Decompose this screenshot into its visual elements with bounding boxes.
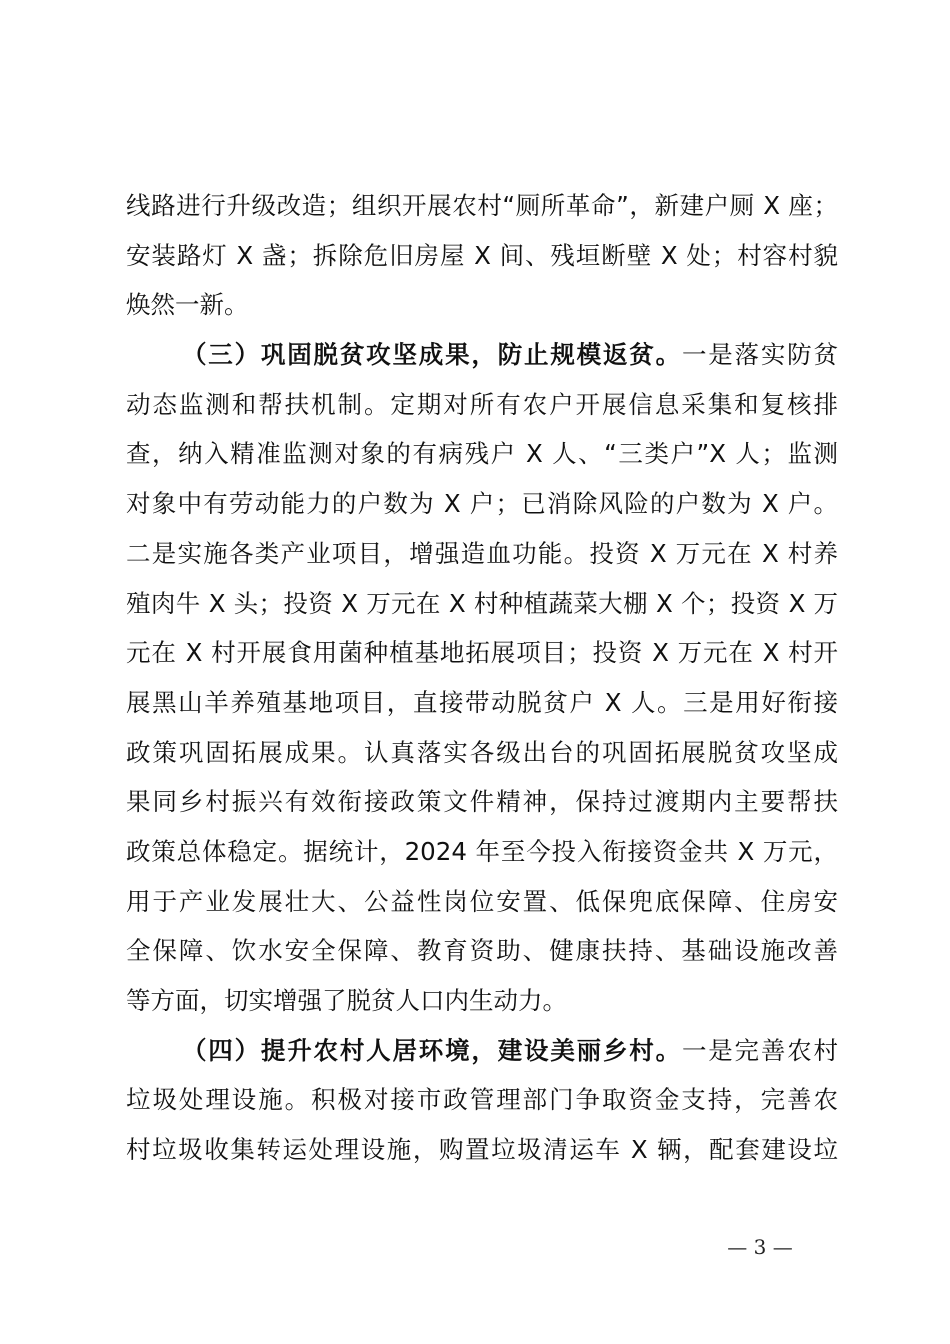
paragraph-2 (126, 330, 838, 1026)
text-line: 政策巩固拓展成果。认真落实各级出台的巩固拓展脱贫攻坚成 (126, 737, 838, 767)
text-line: 殖肉牛 X 头；投资 X 万元在 X 村种植蔬菜大棚 X 个；投资 X 万 (126, 588, 838, 618)
body-text (126, 181, 838, 1175)
text-line: 垃圾处理设施。积极对接市政管理部门争取资金支持，完善农 (126, 1085, 838, 1115)
section-heading: （四）提升农村人居环境，建设美丽乡村。 (182, 1035, 682, 1065)
paragraph-3 (126, 1026, 838, 1175)
text-line: 全保障、饮水安全保障、教育资助、健康扶持、基础设施改善 (126, 936, 838, 966)
text-line: 展黑山羊养殖基地项目，直接带动脱贫户 X 人。三是用好衔接 (126, 687, 838, 717)
text-line: 安装路灯 X 盏；拆除危旧房屋 X 间、残垣断壁 X 处；村容村貌 (126, 240, 838, 270)
section-heading: （三）巩固脱贫攻坚成果，防止规模返贫。 (182, 340, 682, 370)
text-line: 等方面，切实增强了脱贫人口内生动力。 (126, 986, 567, 1015)
page-number: — 3 — (727, 1235, 793, 1259)
paragraph-1 (126, 181, 838, 330)
paragraph-first-line (126, 330, 838, 380)
text-run: 一是完善农村 (681, 1035, 838, 1065)
text-line: 焕然一新。 (126, 290, 249, 320)
text-line: 果同乡村振兴有效衔接政策文件精神，保持过渡期内主要帮扶 (126, 787, 838, 817)
text-run: 一是落实防贫 (681, 340, 838, 370)
text-line: 查，纳入精准监测对象的有病残户 X 人、“三类户”X 人；监测 (126, 439, 838, 469)
text-line: 用于产业发展壮大、公益性岗位安置、低保兜底保障、住房安 (126, 886, 838, 916)
text-line: 元在 X 村开展食用菌种植基地拓展项目；投资 X 万元在 X 村开 (126, 638, 838, 668)
text-line: 二是实施各类产业项目，增强造血功能。投资 X 万元在 X 村养 (126, 538, 838, 568)
text-line: 动态监测和帮扶机制。定期对所有农户开展信息采集和复核排 (126, 389, 838, 419)
text-line: 政策总体稳定。据统计，2024 年至今投入衔接资金共 X 万元， (126, 836, 838, 866)
paragraph-first-line (126, 1026, 838, 1076)
text-line: 村垃圾收集转运处理设施，购置垃圾清运车 X 辆，配套建设垃 (126, 1135, 838, 1165)
text-line: 对象中有劳动能力的户数为 X 户；已消除风险的户数为 X 户。 (126, 489, 838, 519)
text-line: 线路进行升级改造；组织开展农村“厕所革命”，新建户厕 X 座； (126, 191, 838, 220)
